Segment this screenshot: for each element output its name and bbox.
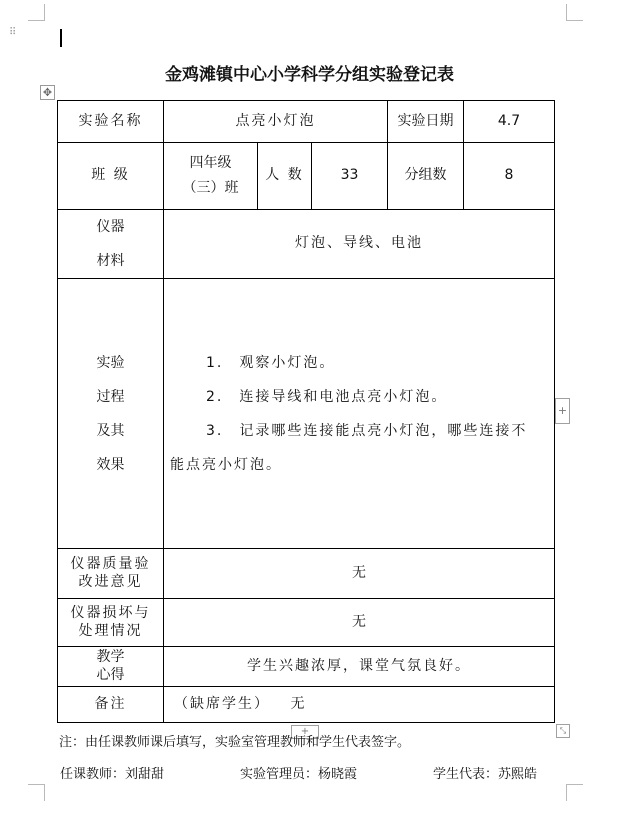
teaching-value[interactable]: 学生兴趣浓厚，课堂气氛良好。 xyxy=(164,647,555,687)
exp-name-label: 实验名称 xyxy=(58,101,164,143)
damage-label: 仪器损坏与 处理情况 xyxy=(58,599,164,647)
process-label xyxy=(58,279,164,549)
process-label-line: 过程 xyxy=(96,388,125,405)
groups-label: 分组数 xyxy=(388,143,464,210)
process-label-line: 效果 xyxy=(96,456,125,473)
exp-name-value[interactable]: 点亮小灯泡 xyxy=(164,101,388,143)
groups-value[interactable]: 8 xyxy=(464,143,555,210)
equipment-value[interactable]: 灯泡、导线、电池 xyxy=(164,210,555,279)
class-value[interactable] xyxy=(164,143,258,210)
footer-note: 注：由任课教师课后填写，实验室管理教师和学生代表签字。 xyxy=(59,735,411,750)
class-label: 班 级 xyxy=(58,143,164,210)
remark-value[interactable] xyxy=(164,687,555,723)
class-value-line: 四年级 xyxy=(189,154,232,171)
people-label: 人 数 xyxy=(258,143,312,210)
process-step: 1. 观察小灯泡。 xyxy=(206,354,336,371)
remark-absent-value: 无 xyxy=(290,695,305,712)
equipment-label-line: 仪器 xyxy=(96,219,125,235)
process-step: 2. 连接导线和电池点亮小灯泡。 xyxy=(206,388,448,405)
exp-date-label: 实验日期 xyxy=(388,101,464,143)
add-row-icon[interactable]: + xyxy=(291,725,319,739)
text-cursor xyxy=(60,29,62,47)
process-label-line: 实验 xyxy=(96,354,125,371)
exp-date-value[interactable]: 4.7 xyxy=(464,101,555,143)
process-step-wrap: 能点亮小灯泡。 xyxy=(170,456,282,473)
process-label-line: 及其 xyxy=(96,422,125,439)
damage-value[interactable]: 无 xyxy=(164,599,555,647)
class-value-line: （三）班 xyxy=(182,180,239,196)
quality-value[interactable]: 无 xyxy=(164,549,555,599)
process-value[interactable] xyxy=(164,279,555,549)
teaching-label: 教学 心得 xyxy=(58,647,164,687)
page-corner-mark xyxy=(28,784,45,801)
document-title: 金鸡滩镇中心小学科学分组实验登记表 xyxy=(165,65,454,85)
quality-label: 仪器质量验 改进意见 xyxy=(58,549,164,599)
people-value[interactable]: 33 xyxy=(312,143,388,210)
table-move-icon[interactable]: ✥ xyxy=(40,85,55,100)
equipment-label-line: 材料 xyxy=(96,253,125,269)
process-step: 3. 记录哪些连接能点亮小灯泡，哪些连接不 xyxy=(206,422,528,439)
table-resize-icon[interactable]: ⤡ xyxy=(556,724,570,738)
equipment-label xyxy=(58,210,164,279)
page-corner-mark xyxy=(28,4,45,21)
teacher-signature: 任课教师：刘甜甜 xyxy=(60,767,165,782)
experiment-form-table xyxy=(57,100,555,723)
add-column-icon[interactable]: + xyxy=(555,398,570,424)
drag-handle-icon[interactable]: ⠿ xyxy=(9,27,18,38)
student-rep-signature: 学生代表：苏熙皓 xyxy=(433,767,538,782)
remark-label: 备注 xyxy=(58,687,164,723)
lab-manager-signature: 实验管理员：杨晓霞 xyxy=(240,767,358,782)
page-corner-mark xyxy=(566,4,583,21)
remark-absent-label: （缺席学生） xyxy=(174,695,270,712)
page-corner-mark xyxy=(566,784,583,801)
